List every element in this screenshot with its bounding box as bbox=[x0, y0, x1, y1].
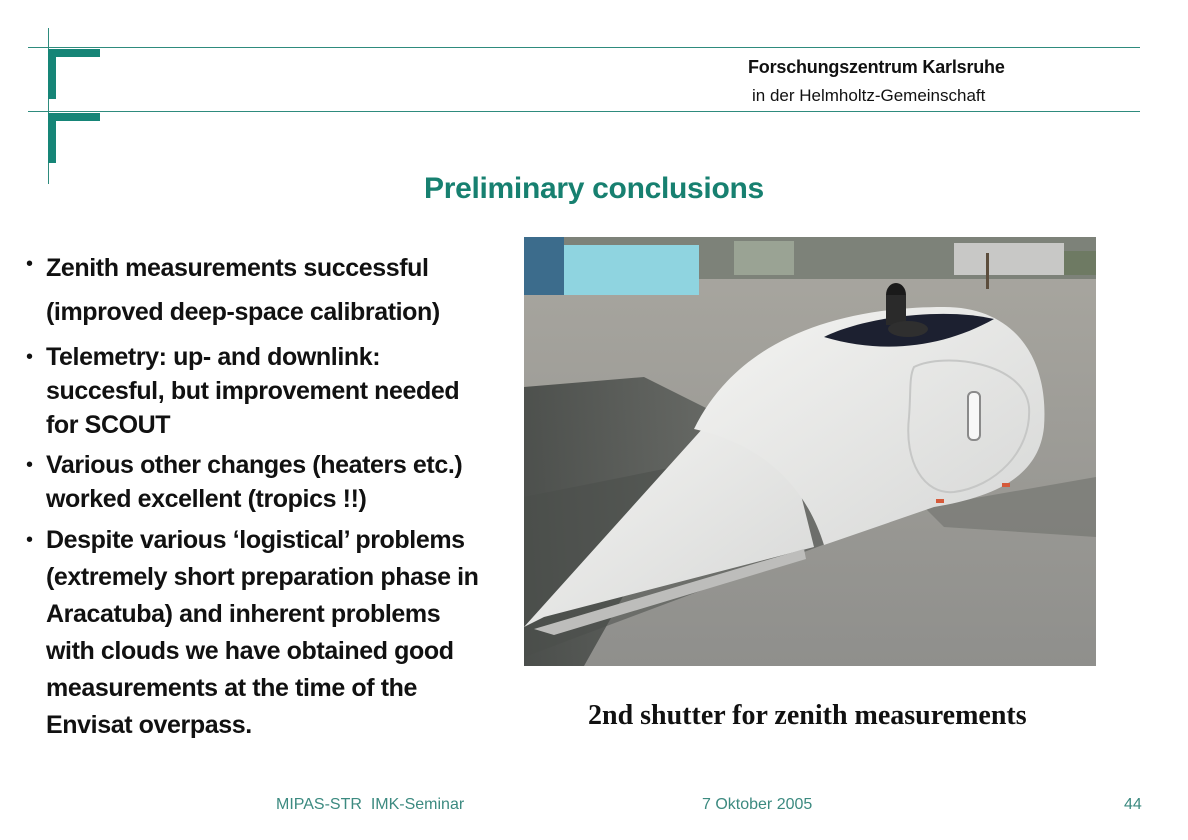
bullet-line: Telemetry: up- and downlink: bbox=[46, 343, 381, 371]
figure-caption: 2nd shutter for zenith measurements bbox=[588, 700, 1027, 731]
list-item bbox=[26, 246, 526, 334]
slide-title: Preliminary conclusions bbox=[424, 172, 764, 205]
bullet-line: Various other changes (heaters etc.) bbox=[46, 451, 463, 479]
bullet-icon: • bbox=[26, 253, 33, 275]
bullet-line: succesful, but improvement needed bbox=[46, 377, 460, 405]
footer-date: 7 Oktober 2005 bbox=[702, 796, 813, 813]
conclusions-list bbox=[26, 246, 526, 750]
list-item bbox=[26, 340, 526, 442]
header-rule-bottom bbox=[28, 111, 1140, 112]
bullet-icon: • bbox=[26, 529, 33, 551]
bullet-line: Zenith measurements successful bbox=[46, 254, 429, 282]
bullet-line: Despite various ‘logistical’ problems bbox=[46, 526, 465, 554]
list-item bbox=[26, 448, 526, 516]
bullet-line: with clouds we have obtained good bbox=[46, 637, 454, 665]
bullet-icon: • bbox=[26, 454, 33, 476]
bullet-line: (extremely short preparation phase in bbox=[46, 563, 479, 591]
list-item bbox=[26, 522, 526, 744]
bullet-line: for SCOUT bbox=[46, 411, 171, 439]
bullet-line: measurements at the time of the bbox=[46, 674, 418, 702]
bullet-line: Envisat overpass. bbox=[46, 711, 252, 739]
bullet-line: Aracatuba) and inherent problems bbox=[46, 600, 441, 628]
bullet-icon: • bbox=[26, 346, 33, 368]
organization-subtitle: in der Helmholtz-Gemeinschaft bbox=[752, 86, 986, 105]
organization-name: Forschungszentrum Karlsruhe bbox=[748, 57, 1005, 77]
page-number: 44 bbox=[1124, 796, 1142, 813]
bullet-line: (improved deep-space calibration) bbox=[46, 298, 440, 326]
bullet-line: worked excellent (tropics !!) bbox=[46, 485, 367, 513]
instrument-photo bbox=[524, 237, 1096, 666]
header-rule-top bbox=[28, 47, 1140, 48]
footer-event: MIPAS-STR IMK-Seminar bbox=[276, 796, 465, 813]
